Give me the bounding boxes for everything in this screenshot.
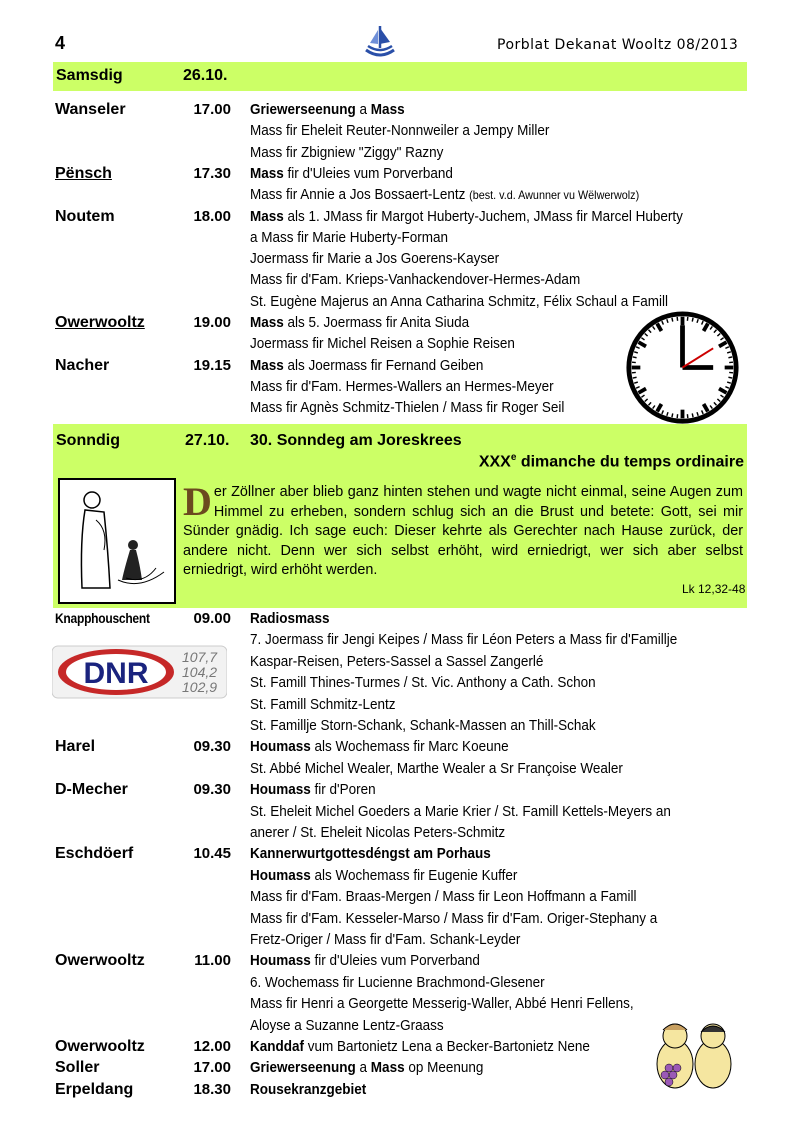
- mass-description: St. Eheleit Michel Goeders a Marie Krier / St. Famill Kettels-Meyers an: [250, 802, 671, 820]
- schedule-line: [55, 952, 755, 973]
- mass-description: 6. Wochemass fir Lucienne Brachmond-Glesener: [250, 973, 545, 991]
- schedule-line: [55, 631, 755, 652]
- saturday-day: Samsdig: [56, 67, 123, 84]
- svg-text:104,2: 104,2: [182, 664, 218, 680]
- mass-time: 09.00: [193, 610, 231, 627]
- schedule-line: [55, 101, 755, 122]
- mass-time: 17.00: [193, 1059, 231, 1077]
- clock-icon: [625, 310, 740, 425]
- dekanat-logo-icon: [360, 22, 400, 62]
- schedule-line: [55, 122, 755, 143]
- mass-description: Mass fir d'Fam. Kesseler-Marso / Mass fir d'Fam. Origer-Stephany a: [250, 909, 658, 927]
- mass-description: Houmass fir d'Poren: [250, 781, 376, 799]
- mass-description: Mass fir Agnès Schmitz-Thielen / Mass fir Roger Seil: [250, 399, 565, 417]
- mass-description: St. Famill Schmitz-Lentz: [250, 695, 396, 713]
- mass-description: Kanddaf vum Bartonietz Lena a Becker-Bartonietz Nene: [250, 1038, 590, 1055]
- gospel-text: Der Zöllner aber blieb ganz hinten stehen und wagte nicht einmal, seine Augen zum Himmel zu erheben, sondern schlug sich an die Brust und betete: Gott, sei mir Sünder gnädig. Ich sage euch: Dieser kehrte als Gerechter nach Hause zurück, der andere nicht. Denn wer sich selbst erhöht, wird erniedrigt, wer sich aber selbst erniedrigt, wird erhöht werden.: [183, 479, 743, 578]
- mass-description: Griewerseenung a Mass: [250, 101, 405, 118]
- schedule-line: [55, 271, 755, 292]
- mass-time: 12.00: [193, 1038, 231, 1055]
- place-name: Soller: [55, 1059, 100, 1077]
- mass-description: Radiosmass: [250, 610, 330, 627]
- place-name: Knapphouschent: [55, 610, 150, 626]
- place-name: Harel: [55, 738, 96, 756]
- schedule-line: [55, 974, 755, 995]
- children-illustration: [647, 1018, 742, 1093]
- mass-description: Houmass fir d'Uleies vum Porverband: [250, 952, 480, 970]
- mass-description: anerer / St. Eheleit Nicolas Peters-Schmitz: [250, 824, 506, 841]
- mass-description: 7. Joermass fir Jengi Keipes / Mass fir Léon Peters a Mass fir d'Famillje: [250, 631, 678, 649]
- mass-time: 09.30: [193, 738, 231, 756]
- schedule-line: [55, 995, 755, 1016]
- svg-text:107,7: 107,7: [182, 649, 218, 665]
- mass-description: Mass fir d'Fam. Hermes-Wallers an Hermes-Meyer: [250, 377, 554, 395]
- mass-description: St. Famill Thines-Turmes / St. Vic. Anthony a Cath. Schon: [250, 674, 596, 692]
- mass-time: 18.30: [193, 1080, 231, 1098]
- mass-description: Mass fir d'Fam. Krieps-Vanhackendover-Hermes-Adam: [250, 271, 581, 289]
- mass-description: Mass fir d'Fam. Braas-Mergen / Mass fir Leon Hoffmann a Famill: [250, 888, 637, 906]
- schedule-line: [55, 186, 755, 207]
- sunday-date: 27.10.: [185, 432, 230, 449]
- schedule-line: [55, 931, 755, 952]
- mass-time: 17.00: [193, 101, 231, 118]
- mass-time: 17.30: [193, 164, 231, 182]
- mass-description: Mass fir Annie a Jos Bossaert-Lentz (best. v.d. Awunner vu Wëlwerwolz): [250, 186, 640, 204]
- schedule-line: [55, 696, 755, 717]
- mass-description: Joermass fir Marie a Jos Goerens-Kayser: [250, 250, 500, 268]
- mass-description: St. Eugène Majerus an Anna Catharina Schmitz, Félix Schaul a Famill: [250, 292, 668, 310]
- mass-description: Joermass fir Michel Reisen a Sophie Reisen: [250, 335, 515, 353]
- saturday-header-bar: [53, 62, 747, 91]
- schedule-line: [55, 845, 755, 866]
- schedule-line: [55, 208, 755, 229]
- schedule-line: [55, 717, 755, 738]
- mass-description: Mass fir d'Uleies vum Porverband: [250, 164, 453, 182]
- schedule-line: [55, 803, 755, 824]
- saturday-date: 26.10.: [183, 67, 228, 84]
- mass-time: 19.00: [193, 314, 231, 331]
- schedule-line: [55, 610, 755, 631]
- mass-description: Griewerseenung a Mass op Meenung: [250, 1059, 484, 1077]
- place-name: Eschdöerf: [55, 845, 134, 863]
- schedule-line: [55, 250, 755, 271]
- svg-text:102,9: 102,9: [182, 679, 218, 695]
- mass-description: Mass als 1. JMass fir Margot Huberty-Juchem, JMass fir Marcel Huberty: [250, 207, 683, 225]
- mass-description: Rousekranzgebiet: [250, 1080, 367, 1098]
- mass-description: Aloyse a Suzanne Lentz-Graass: [250, 1016, 444, 1034]
- sunday-day: Sonndig: [56, 432, 120, 449]
- mass-description: Fretz-Origer / Mass fir d'Fam. Schank-Leyder: [250, 931, 521, 948]
- mass-time: 11.00: [194, 952, 231, 970]
- schedule-line: [55, 674, 755, 695]
- mass-description: Mass als 5. Joermass fir Anita Siuda: [250, 314, 470, 331]
- schedule-line: [55, 229, 755, 250]
- place-name: Nacher: [55, 356, 110, 374]
- place-name: D-Mecher: [55, 781, 128, 799]
- publication-title: Porblat Dekanat Wooltz 08/2013: [497, 37, 739, 53]
- schedule-line: [55, 760, 755, 781]
- place-name: Owerwooltz: [55, 952, 145, 970]
- place-name: Owerwooltz: [55, 314, 145, 331]
- place-name: Pënsch: [55, 164, 112, 182]
- mass-description: Kannerwurtgottesdéngst am Porhaus: [250, 845, 491, 863]
- schedule-line: [55, 738, 755, 759]
- schedule-line: [55, 910, 755, 931]
- schedule-line: [55, 888, 755, 909]
- sunday-title-french: XXXe dimanche du temps ordinaire: [478, 452, 744, 471]
- schedule-line: [55, 867, 755, 888]
- mass-time: 10.45: [193, 845, 231, 863]
- mass-description: Mass fir Henri a Georgette Messerig-Waller, Abbé Henri Fellens,: [250, 995, 634, 1013]
- place-name: Owerwooltz: [55, 1038, 145, 1055]
- gospel-reference: Lk 12,32-48: [682, 582, 746, 596]
- mass-time: 09.30: [193, 781, 231, 799]
- schedule-line: [55, 824, 755, 845]
- place-name: Noutem: [55, 207, 115, 225]
- mass-description: a Mass fir Marie Huberty-Forman: [250, 228, 449, 246]
- mass-description: St. Abbé Michel Wealer, Marthe Wealer a Sr Françoise Wealer: [250, 759, 623, 777]
- mass-time: 18.00: [193, 207, 231, 225]
- mass-time: 19.15: [193, 356, 231, 374]
- page-number: 4: [55, 33, 66, 53]
- gospel-illustration: [58, 478, 176, 604]
- svg-text:DNR: DNR: [83, 657, 149, 690]
- schedule-line: [55, 653, 755, 674]
- mass-description: Mass als Joermass fir Fernand Geiben: [250, 356, 484, 374]
- mass-description: Houmass als Wochemass fir Eugenie Kuffer: [250, 866, 518, 884]
- schedule-line: [55, 144, 755, 165]
- place-name: Erpeldang: [55, 1080, 134, 1098]
- sunday-title: 30. Sonndeg am Joreskrees: [250, 432, 462, 449]
- schedule-line: [55, 165, 755, 186]
- mass-description: Mass fir Zbigniew "Ziggy" Razny: [250, 143, 444, 161]
- mass-description: Houmass als Wochemass fir Marc Koeune: [250, 738, 509, 756]
- schedule-line: [55, 781, 755, 802]
- mass-description: Mass fir Eheleit Reuter-Nonnweiler a Jempy Miller: [250, 122, 550, 140]
- mass-description: St. Familljе Storn-Schank, Schank-Massen an Thill-Schak: [250, 717, 596, 734]
- mass-description: Kaspar-Reisen, Peters-Sassel a Sassel Zangerlé: [250, 652, 544, 670]
- place-name: Wanseler: [55, 101, 126, 118]
